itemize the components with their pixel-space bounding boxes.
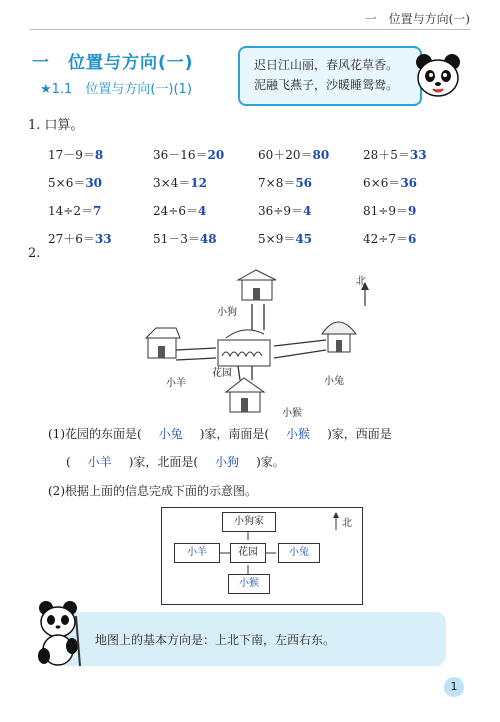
map-monkey-label: 小猴 [282,408,302,419]
math-item: 28＋5＝33 [363,147,427,162]
schematic-bottom-box: 小猴 [228,574,270,594]
poem-line-2: 泥融飞燕子，沙暖睡鸳鸯。 [254,78,399,92]
part-1-line-1: (1)花园的东面是( 小兔 )家，南面是( 小猴 )家，西面是 [48,427,392,441]
part-2-title: (2)根据上面的信息完成下面的示意图。 [48,484,257,498]
schematic-top-box: 小狗家 [222,512,276,532]
math-item: 5×9＝45 [258,231,313,246]
chapter-title: 一 位置与方向(一) [32,53,194,73]
math-row [48,168,468,196]
math-item: 7×8＝56 [258,175,313,190]
math-item: 6×6＝36 [363,175,418,190]
question-1-title: 1. 口算。 [28,118,84,133]
math-item: 51－3＝48 [153,231,217,246]
math-item: 42÷7＝6 [363,231,417,246]
math-row [48,196,468,224]
running-header: 一 位置与方向(一) [364,12,470,26]
math-row [48,224,468,252]
garden-icon [218,330,270,366]
map-north-label: 北 [356,276,366,287]
math-item: 36÷9＝4 [258,203,312,218]
math-row [48,140,468,168]
math-item: 27＋6＝33 [48,231,112,246]
answer-east: 小兔 [158,427,183,441]
header-rule [30,29,470,30]
road-south [238,366,252,380]
map-sheep-label: 小羊 [166,378,186,389]
schematic-diagram [161,507,363,605]
poem-line-1: 迟日江山丽，春风花草香。 [254,58,399,72]
map-illustration [130,268,390,418]
schematic-center-box: 花园 [230,543,266,563]
monkey-house-icon [226,378,264,412]
answer-south: 小猴 [286,427,311,441]
math-item: 81÷9＝9 [363,203,417,218]
math-item: 60＋20＝80 [258,147,330,162]
schematic-north-label: 北 [342,518,352,529]
math-item: 36－16＝20 [153,147,225,162]
panda-icon [412,50,464,104]
answer-west: 小羊 [87,455,112,469]
math-item: 17－9＝8 [48,147,104,162]
sheep-house-icon [146,328,180,358]
mental-math-grid [48,140,468,252]
section-title: ★1.1 位置与方向(一)(1) [40,82,192,97]
map-garden-label: 花园 [212,368,232,379]
math-item: 3×4＝12 [153,175,208,190]
page-number: 1 [444,677,464,697]
panda-mascot-icon [30,596,86,668]
map-dog-label: 小狗 [217,307,237,318]
schematic-right-box: 小兔 [278,543,320,563]
tip-text: 地图上的基本方向是：上北下南，左西右东。 [95,633,336,647]
answer-north: 小狗 [215,455,240,469]
road-north [252,304,264,330]
road-east [274,340,326,358]
poem-box [238,46,422,106]
rabbit-house-icon [322,322,356,352]
road-west [176,348,216,360]
math-item: 24÷6＝4 [153,203,207,218]
math-item: 14÷2＝7 [48,203,102,218]
schematic-left-box: 小羊 [174,543,220,563]
math-item: 5×6＝30 [48,175,103,190]
question-2-title: 2. [28,246,41,261]
map-rabbit-label: 小兔 [324,376,344,387]
part-1-line-2: ( 小羊 )家，北面是( 小狗 )家。 [66,455,285,469]
dog-house-icon [238,270,276,300]
